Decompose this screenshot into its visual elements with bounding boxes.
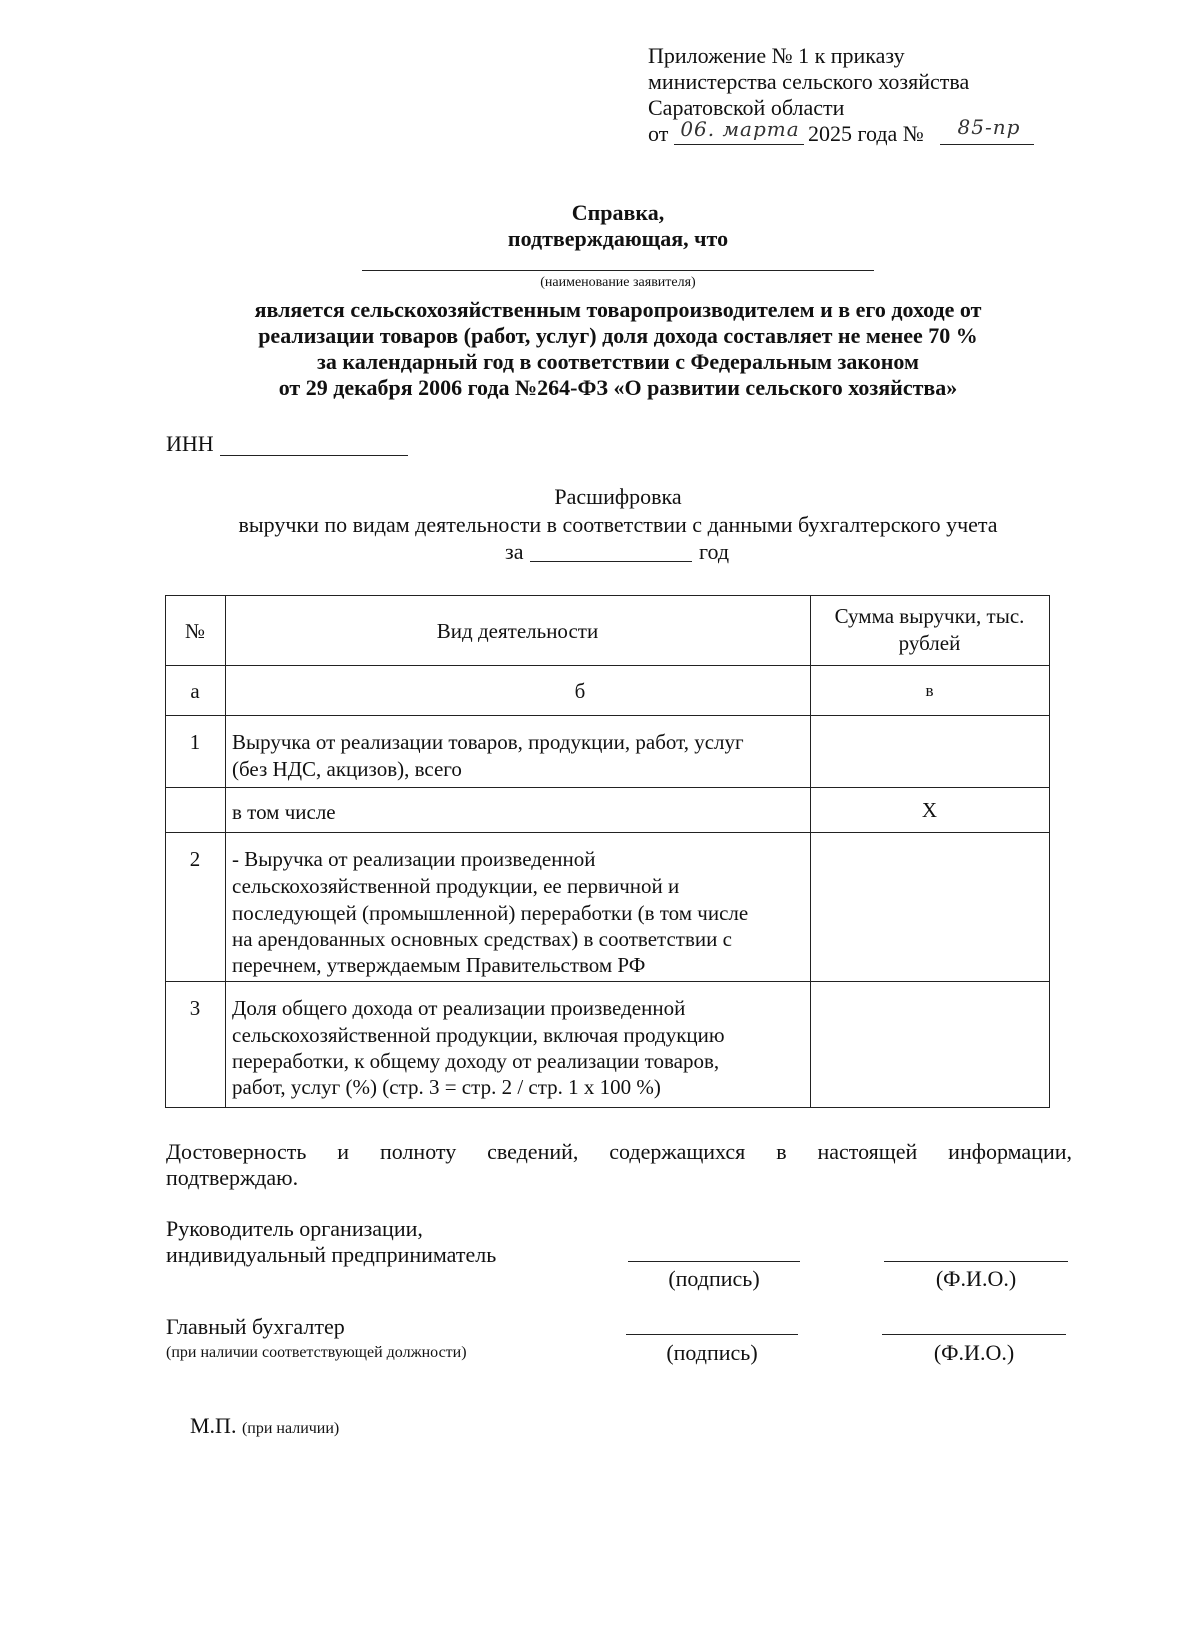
row-including-text: в том числе	[232, 800, 336, 824]
inn-label: ИНН	[166, 431, 214, 456]
row-3-text-line-1: Доля общего дохода от реализации произведенной	[232, 996, 686, 1020]
accountant-signature-line	[626, 1334, 798, 1335]
row-2-text-line-3: последующей (промышленной) переработки (в том числе	[232, 901, 749, 925]
row-1-text-line-2: (без НДС, акцизов), всего	[232, 757, 462, 781]
stamp-label-text: М.П.	[190, 1413, 237, 1438]
header-sum-line-2: рублей	[898, 631, 961, 655]
header-activity: Вид деятельности	[436, 619, 599, 643]
title-line-1: Справка,	[571, 200, 665, 225]
title-body-1: является сельскохозяйственным товаропроизводителем и в его доходе от	[254, 297, 982, 322]
accountant-signature-caption: (подпись)	[666, 1340, 758, 1365]
head-signature-line	[628, 1261, 800, 1262]
row-1-num: 1	[189, 730, 201, 754]
appendix-from-label: от	[648, 121, 669, 146]
head-signature-caption: (подпись)	[668, 1266, 760, 1291]
accountant-name-caption: (Ф.И.О.)	[933, 1340, 1015, 1365]
breakdown-year-line	[530, 561, 692, 562]
head-name-caption: (Ф.И.О.)	[935, 1266, 1017, 1291]
row-including-sum: Х	[921, 798, 938, 822]
accountant-label: Главный бухгалтер	[166, 1314, 345, 1339]
head-label-line-2: индивидуальный предприниматель	[166, 1242, 497, 1267]
row-3-num: 3	[189, 996, 201, 1020]
breakdown-year-suffix: год	[699, 539, 730, 564]
title-body-3: за календарный год в соответствии с Федеральным законом	[317, 349, 919, 374]
applicant-caption: (наименование заявителя)	[540, 275, 696, 290]
appendix-line-3: Саратовской области	[648, 95, 845, 120]
row-3-text-line-3: переработки, к общему доходу от реализации товаров,	[232, 1049, 720, 1073]
appendix-line-1: Приложение № 1 к приказу	[648, 43, 905, 68]
letter-b: б	[574, 679, 586, 703]
header-sum-line-1: Сумма выручки, тыс.	[834, 604, 1025, 628]
confirmation-line-2: подтверждаю.	[166, 1165, 299, 1190]
row-1-text-line-1: Выручка от реализации товаров, продукции, работ, услуг	[232, 730, 744, 754]
breakdown-title: Расшифровка	[554, 484, 682, 509]
breakdown-year-prefix: за	[505, 539, 524, 564]
stamp-label	[190, 1413, 339, 1439]
row-2-text-line-4: на арендованных основных средствах) в соответствии с	[232, 927, 732, 951]
accountant-name-line	[882, 1334, 1066, 1335]
row-2-text-line-1: - Выручка от реализации произведенной	[232, 847, 596, 871]
head-name-line	[884, 1261, 1068, 1262]
row-2-text-line-2: сельскохозяйственной продукции, ее первичной и	[232, 874, 680, 898]
row-2-text-line-5: перечнем, утверждаемым Правительством РФ	[232, 953, 646, 977]
row-3-text-line-4: работ, услуг (%) (стр. 3 = стр. 2 / стр. 1 х 100 %)	[232, 1075, 661, 1099]
title-line-2: подтверждающая, что	[507, 226, 729, 251]
appendix-date-handwritten: 06. марта	[680, 117, 800, 141]
appendix-line-2: министерства сельского хозяйства	[648, 69, 970, 94]
applicant-name-line	[362, 270, 874, 271]
row-2-num: 2	[189, 847, 201, 871]
breakdown-subtitle: выручки по видам деятельности в соответствии с данными бухгалтерского учета	[238, 512, 998, 537]
appendix-number-handwritten: 85-пр	[957, 115, 1021, 139]
letter-c: в	[925, 681, 934, 700]
row-3-text-line-2: сельскохозяйственной продукции, включая продукцию	[232, 1023, 725, 1047]
appendix-year-text: 2025 года №	[808, 121, 924, 146]
title-body-4: от 29 декабря 2006 года №264-ФЗ «О развитии сельского хозяйства»	[278, 375, 958, 400]
stamp-note: (при наличии)	[241, 1420, 340, 1437]
accountant-note: (при наличии соответствующей должности)	[166, 1344, 467, 1361]
letter-a: а	[190, 679, 200, 703]
confirmation-line-1: Достоверность и полноту сведений, содержащихся в настоящей информации,	[166, 1139, 1072, 1164]
header-num: №	[184, 619, 206, 643]
title-body-2: реализации товаров (работ, услуг) доля дохода составляет не менее 70 %	[258, 323, 978, 348]
head-label-line-1: Руководитель организации,	[166, 1216, 423, 1241]
inn-field-line	[220, 455, 408, 456]
